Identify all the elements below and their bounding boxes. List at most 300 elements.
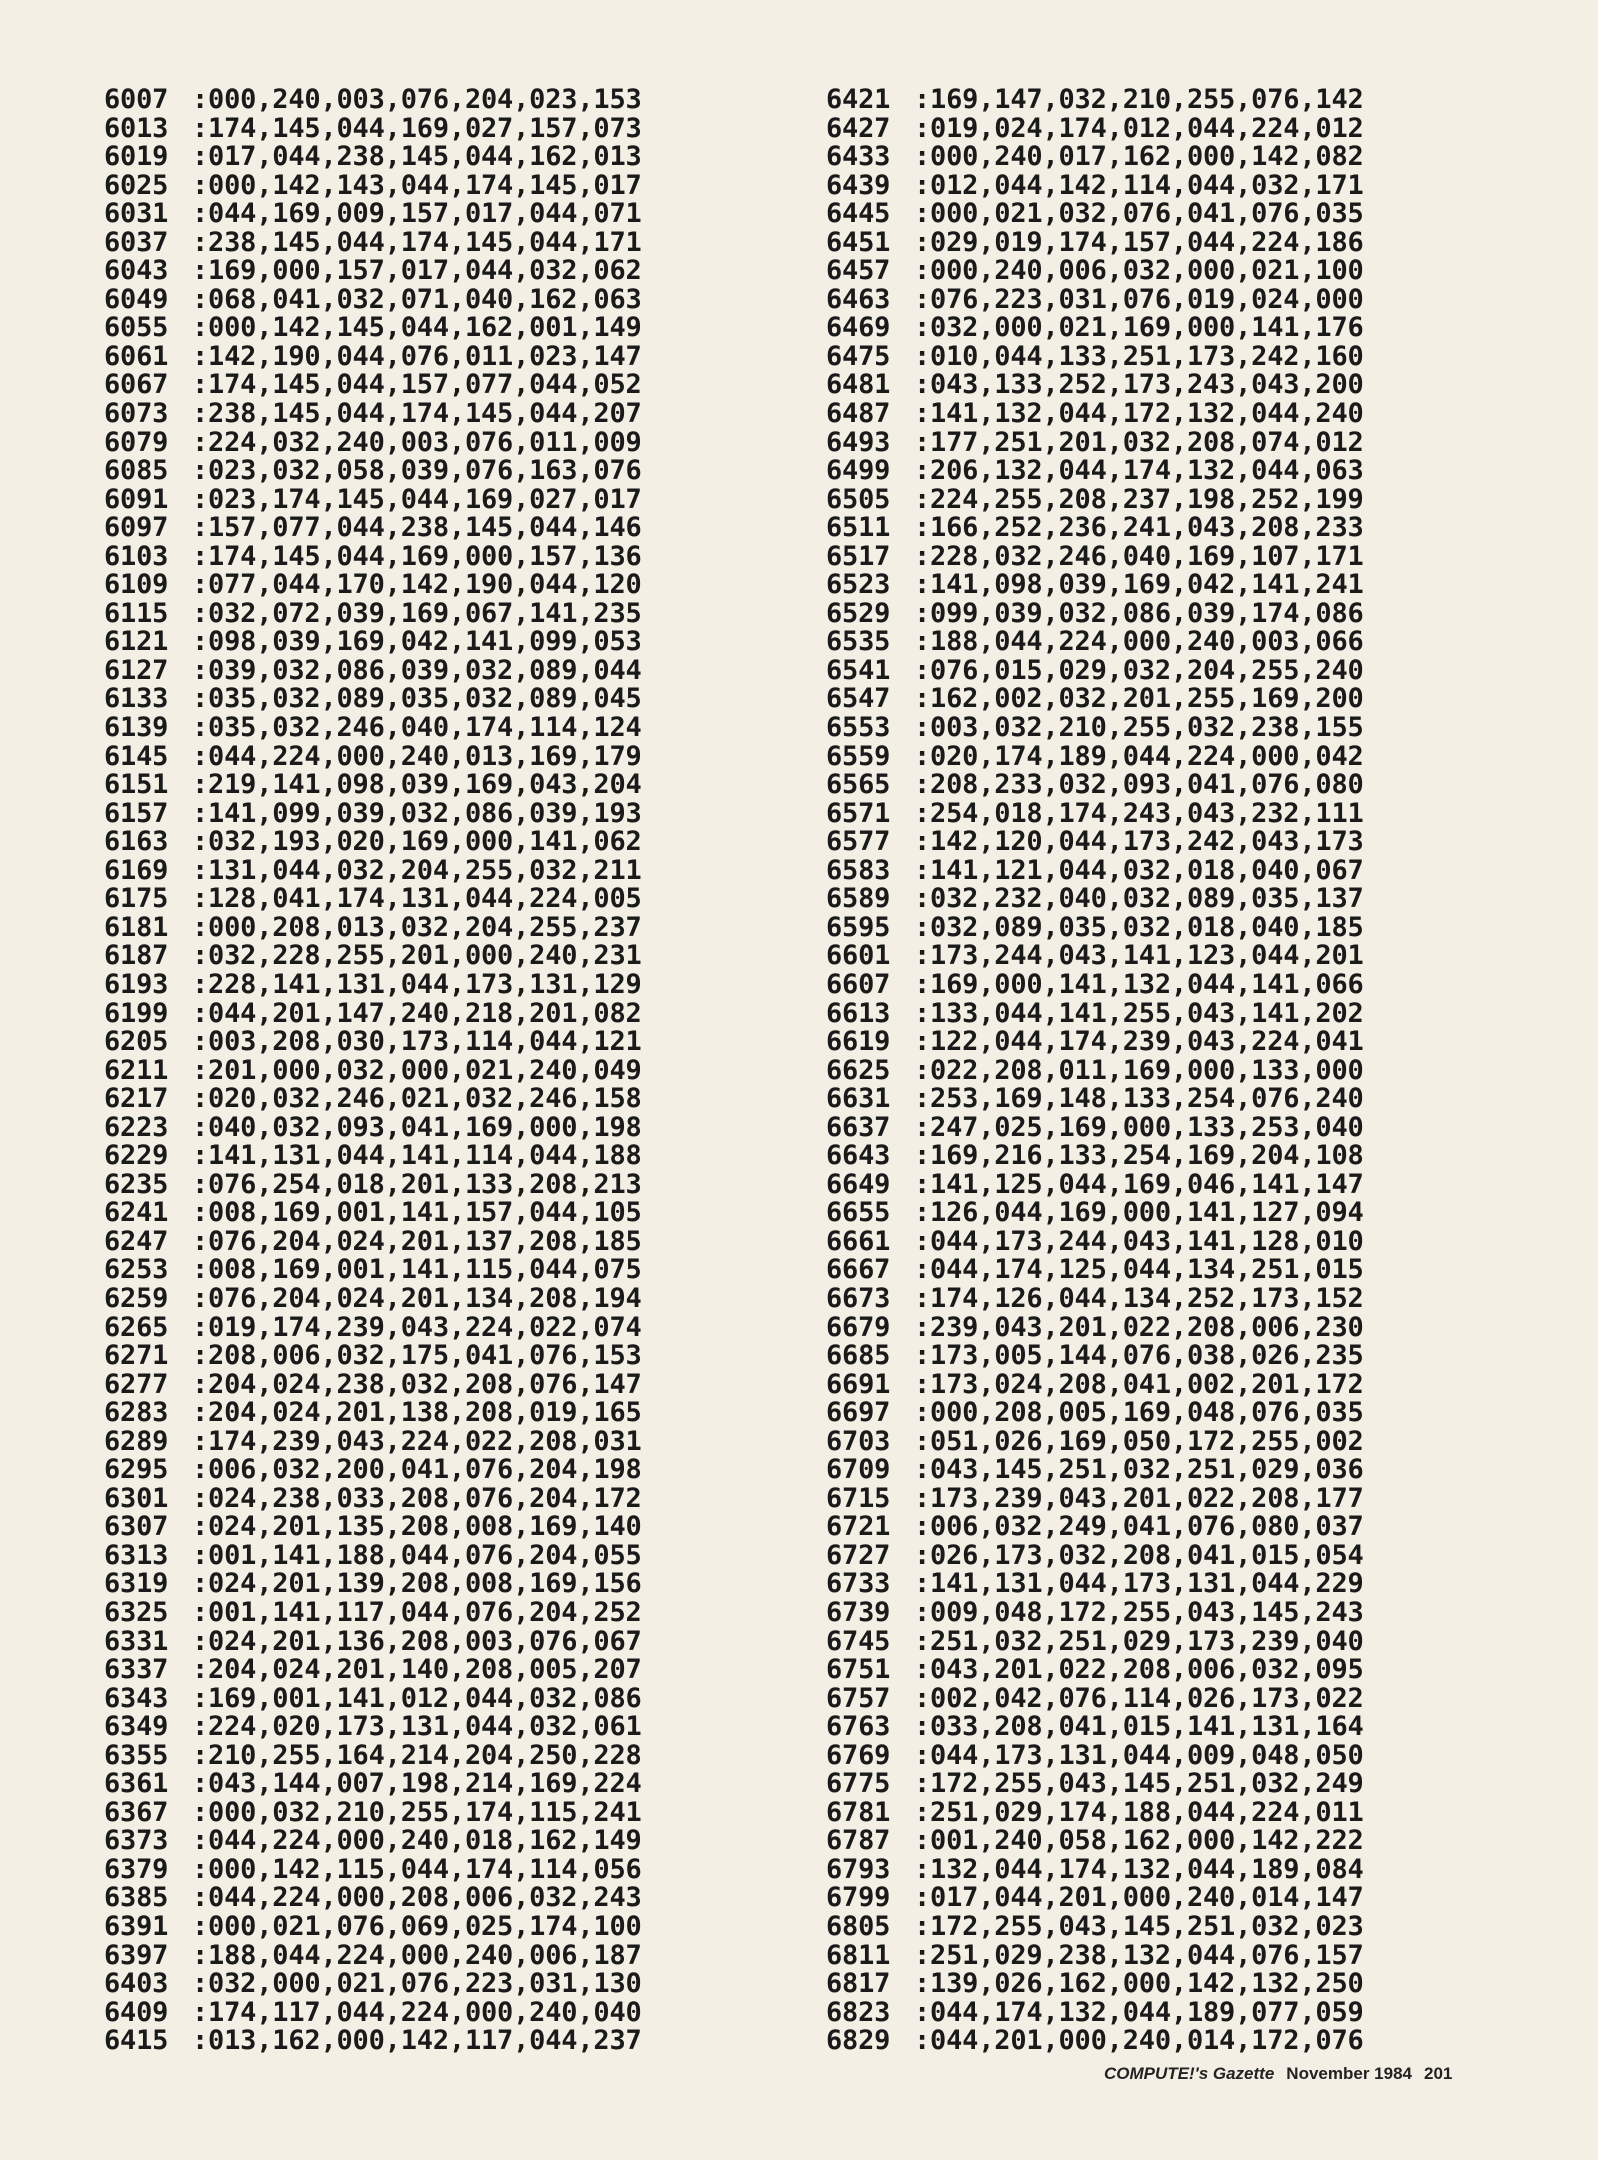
listing-row	[104, 1342, 642, 1371]
data-values: :043,133,252,173,243,043,200	[914, 369, 1364, 401]
data-values: :044,173,244,043,141,128,010	[914, 1225, 1364, 1257]
data-values: :169,000,141,132,044,141,066	[914, 968, 1364, 1000]
listing-row	[826, 1168, 1364, 1200]
listing-row	[104, 143, 642, 172]
data-values: :188,044,224,000,240,003,066	[914, 626, 1364, 658]
line-number: 6757	[826, 1682, 891, 1714]
listing-row	[826, 400, 1364, 429]
data-values: :141,125,044,169,046,141,147	[914, 1168, 1364, 1200]
line-number: 6733	[826, 1568, 891, 1600]
listing-row	[826, 314, 1364, 343]
line-number: 6619	[826, 1026, 891, 1058]
listing-row	[104, 400, 642, 429]
data-values: :024,201,136,208,003,076,067	[192, 1625, 642, 1657]
line-number: 6145	[104, 740, 169, 772]
line-number: 6361	[104, 1768, 169, 1800]
listing-row	[104, 1682, 642, 1714]
listing-row	[826, 1311, 1364, 1343]
line-number: 6673	[826, 1282, 891, 1314]
line-number: 6235	[104, 1168, 169, 1200]
listing-row	[826, 1085, 1364, 1114]
line-number: 6397	[104, 1939, 169, 1971]
listing-row	[826, 1199, 1364, 1228]
listing-row	[826, 169, 1364, 201]
data-values: :044,169,009,157,017,044,071	[192, 198, 642, 230]
listing-row	[826, 340, 1364, 372]
line-number: 6763	[826, 1711, 891, 1743]
listing-row	[826, 1028, 1364, 1057]
line-number: 6703	[826, 1425, 891, 1457]
line-number: 6037	[104, 226, 169, 258]
line-number: 6793	[826, 1853, 891, 1885]
line-number: 6211	[104, 1054, 169, 1086]
line-number: 6523	[826, 569, 891, 601]
data-values: :022,208,011,169,000,133,000	[914, 1054, 1364, 1086]
line-number: 6373	[104, 1825, 169, 1857]
data-values: :247,025,169,000,133,253,040	[914, 1111, 1364, 1143]
data-values: :174,145,044,169,027,157,073	[192, 112, 642, 144]
listing-row	[826, 828, 1364, 857]
data-values: :239,043,201,022,208,006,230	[914, 1311, 1364, 1343]
listing-row	[104, 1796, 642, 1828]
listing-row	[104, 685, 642, 714]
line-number: 6403	[104, 1968, 169, 2000]
data-values: :024,238,033,208,076,204,172	[192, 1482, 642, 1514]
listing-row	[104, 514, 642, 543]
line-number: 6121	[104, 626, 169, 658]
data-values: :008,169,001,141,157,044,105	[192, 1197, 642, 1229]
data-values: :122,044,174,239,043,224,041	[914, 1026, 1364, 1058]
listing-row	[826, 1142, 1364, 1171]
line-number: 6769	[826, 1739, 891, 1771]
data-values: :141,131,044,173,131,044,229	[914, 1568, 1364, 1600]
data-values: :076,204,024,201,134,208,194	[192, 1282, 642, 1314]
line-number: 6319	[104, 1568, 169, 1600]
listing-row	[826, 257, 1364, 286]
data-values: :000,240,003,076,204,023,153	[192, 84, 642, 115]
listing-row	[104, 854, 642, 886]
line-number: 6805	[826, 1911, 891, 1942]
line-number: 6421	[826, 84, 891, 115]
line-number: 6409	[104, 1996, 169, 2028]
listing-row	[826, 685, 1364, 714]
listing-row	[104, 426, 642, 458]
line-number: 6289	[104, 1425, 169, 1457]
listing-row	[826, 1739, 1364, 1771]
line-number: 6697	[826, 1397, 891, 1429]
line-number: 6325	[104, 1596, 169, 1628]
line-number: 6073	[104, 398, 169, 430]
data-values: :032,232,040,032,089,035,137	[914, 883, 1364, 915]
data-values: :020,032,246,021,032,246,158	[192, 1083, 642, 1115]
line-number: 6193	[104, 968, 169, 1000]
data-values: :208,233,032,093,041,076,080	[914, 769, 1364, 801]
line-number: 6349	[104, 1711, 169, 1743]
line-number: 6589	[826, 883, 891, 915]
listing-row	[104, 1996, 642, 2028]
listing-row	[826, 2027, 1364, 2056]
line-number: 6691	[826, 1368, 891, 1400]
line-number: 6271	[104, 1340, 169, 1372]
line-number: 6229	[104, 1140, 169, 1172]
listing-row	[104, 1225, 642, 1257]
listing-row	[104, 597, 642, 629]
listing-row	[826, 1682, 1364, 1714]
data-values: :201,000,032,000,021,240,049	[192, 1054, 642, 1086]
line-number: 6061	[104, 340, 169, 372]
line-number: 6139	[104, 712, 169, 744]
line-number: 6157	[104, 797, 169, 829]
data-values: :208,006,032,175,041,076,153	[192, 1340, 642, 1372]
data-values: :204,024,238,032,208,076,147	[192, 1368, 642, 1400]
data-values: :035,032,246,040,174,114,124	[192, 712, 642, 744]
listing-row	[104, 911, 642, 943]
data-values: :017,044,238,145,044,162,013	[192, 141, 642, 173]
data-values: :043,145,251,032,251,029,036	[914, 1454, 1364, 1486]
data-values: :228,141,131,044,173,131,129	[192, 968, 642, 1000]
data-values: :000,032,210,255,174,115,241	[192, 1796, 642, 1828]
line-number: 6709	[826, 1454, 891, 1486]
listing-row	[826, 1482, 1364, 1514]
listing-row	[104, 1713, 642, 1742]
listing-row	[104, 1913, 642, 1942]
data-values: :076,254,018,201,133,208,213	[192, 1168, 642, 1200]
listing-row	[826, 1913, 1364, 1942]
line-number: 6535	[826, 626, 891, 658]
line-number: 6517	[826, 540, 891, 572]
listing-row	[104, 257, 642, 286]
line-number: 6463	[826, 283, 891, 315]
line-number: 6337	[104, 1654, 169, 1686]
listing-row	[104, 1539, 642, 1571]
data-values: :204,024,201,140,208,005,207	[192, 1654, 642, 1686]
line-number: 6475	[826, 340, 891, 372]
data-values: :204,024,201,138,208,019,165	[192, 1397, 642, 1429]
line-number: 6481	[826, 369, 891, 401]
data-values: :139,026,162,000,142,132,250	[914, 1968, 1364, 2000]
data-values: :254,018,174,243,043,232,111	[914, 797, 1364, 829]
line-number: 6823	[826, 1996, 891, 2028]
listing-row	[826, 86, 1364, 115]
line-number: 6715	[826, 1482, 891, 1514]
line-number: 6829	[826, 2025, 891, 2057]
data-values: :000,240,017,162,000,142,082	[914, 141, 1364, 173]
line-number: 6259	[104, 1282, 169, 1314]
listing-row	[104, 571, 642, 600]
data-values: :219,141,098,039,169,043,204	[192, 769, 642, 801]
line-number: 6253	[104, 1254, 169, 1286]
listing-row	[826, 371, 1364, 400]
listing-row	[104, 1425, 642, 1457]
data-values: :206,132,044,174,132,044,063	[914, 455, 1364, 487]
listing-row	[104, 112, 642, 144]
listing-row	[826, 1054, 1364, 1086]
line-number: 6205	[104, 1026, 169, 1058]
line-number: 6307	[104, 1511, 169, 1543]
line-number: 6079	[104, 426, 169, 458]
data-values: :174,145,044,169,000,157,136	[192, 540, 642, 572]
line-number: 6067	[104, 369, 169, 401]
line-number: 6451	[826, 226, 891, 258]
listing-row	[104, 1482, 642, 1514]
line-number: 6295	[104, 1454, 169, 1486]
data-values: :044,201,000,240,014,172,076	[914, 2025, 1364, 2057]
data-values: :023,032,058,039,076,163,076	[192, 455, 642, 487]
line-number: 6169	[104, 854, 169, 886]
data-values: :141,131,044,141,114,044,188	[192, 1140, 642, 1172]
data-values: :238,145,044,174,145,044,171	[192, 226, 642, 258]
data-values: :032,193,020,169,000,141,062	[192, 826, 642, 858]
data-values: :188,044,224,000,240,006,187	[192, 1939, 642, 1971]
line-number: 6439	[826, 169, 891, 201]
listing-row	[104, 1596, 642, 1628]
listing-row	[104, 1256, 642, 1285]
data-values: :157,077,044,238,145,044,146	[192, 512, 642, 544]
line-number: 6625	[826, 1054, 891, 1086]
listing-row	[104, 1399, 642, 1428]
line-number: 6049	[104, 283, 169, 315]
line-number: 6469	[826, 312, 891, 344]
data-values: :174,117,044,224,000,240,040	[192, 1996, 642, 2028]
line-number: 6379	[104, 1853, 169, 1885]
line-number: 6109	[104, 569, 169, 601]
line-number: 6343	[104, 1682, 169, 1714]
listing-row	[104, 1168, 642, 1200]
listing-row	[826, 1596, 1364, 1628]
listing-row	[826, 968, 1364, 1000]
listing-row	[104, 1028, 642, 1057]
listing-row	[826, 1111, 1364, 1143]
data-values: :068,041,032,071,040,162,063	[192, 283, 642, 315]
line-number: 6643	[826, 1140, 891, 1172]
data-values: :001,240,058,162,000,142,222	[914, 1825, 1364, 1857]
page-footer	[1104, 2064, 1464, 2084]
listing-row	[104, 942, 642, 971]
line-number: 6787	[826, 1825, 891, 1857]
line-number: 6445	[826, 198, 891, 230]
listing-row	[826, 457, 1364, 486]
line-number: 6577	[826, 826, 891, 858]
data-values: :172,255,043,145,251,032,249	[914, 1768, 1364, 1800]
line-number: 6613	[826, 997, 891, 1029]
line-number: 6133	[104, 683, 169, 715]
data-values: :099,039,032,086,039,174,086	[914, 597, 1364, 629]
listing-row	[826, 628, 1364, 657]
line-number: 6163	[104, 826, 169, 858]
data-values: :002,042,076,114,026,173,022	[914, 1682, 1364, 1714]
data-values: :035,032,089,035,032,089,045	[192, 683, 642, 715]
line-number: 6685	[826, 1340, 891, 1372]
line-number: 6541	[826, 654, 891, 686]
data-values: :126,044,169,000,141,127,094	[914, 1197, 1364, 1229]
data-values: :172,255,043,145,251,032,023	[914, 1911, 1364, 1942]
data-values: :032,228,255,201,000,240,231	[192, 940, 642, 972]
listing-row	[104, 885, 642, 914]
listing-row	[826, 1342, 1364, 1371]
listing-row	[826, 942, 1364, 971]
line-number: 6565	[826, 769, 891, 801]
data-values: :142,120,044,173,242,043,173	[914, 826, 1364, 858]
line-number: 6529	[826, 597, 891, 629]
data-values: :132,044,174,132,044,189,084	[914, 1853, 1364, 1885]
line-number: 6313	[104, 1539, 169, 1571]
listing-row	[826, 426, 1364, 458]
listing-row	[104, 1456, 642, 1485]
listing-row	[826, 143, 1364, 172]
listing-row	[104, 2027, 642, 2056]
line-number: 6217	[104, 1083, 169, 1115]
data-values: :076,204,024,201,137,208,185	[192, 1225, 642, 1257]
data-values: :051,026,169,050,172,255,002	[914, 1425, 1364, 1457]
data-values: :020,174,189,044,224,000,042	[914, 740, 1364, 772]
data-values: :000,208,013,032,204,255,237	[192, 911, 642, 943]
data-values: :141,098,039,169,042,141,241	[914, 569, 1364, 601]
listing-row	[104, 86, 642, 115]
data-values: :228,032,246,040,169,107,171	[914, 540, 1364, 572]
listing-row	[826, 1570, 1364, 1599]
data-values: :044,174,125,044,134,251,015	[914, 1254, 1364, 1286]
listing-row	[826, 1884, 1364, 1913]
listing-row	[826, 1713, 1364, 1742]
listing-row	[104, 828, 642, 857]
line-number: 6265	[104, 1311, 169, 1343]
data-values: :044,224,000,240,018,162,149	[192, 1825, 642, 1857]
listing-row	[104, 997, 642, 1029]
listing-row	[104, 1970, 642, 1999]
data-values: :000,021,076,069,025,174,100	[192, 1911, 642, 1942]
data-values: :251,029,238,132,044,076,157	[914, 1939, 1364, 1971]
line-number: 6553	[826, 712, 891, 744]
line-number: 6547	[826, 683, 891, 715]
line-number: 6571	[826, 797, 891, 829]
line-number: 6115	[104, 597, 169, 629]
listing-row	[104, 1311, 642, 1343]
data-values: :128,041,174,131,044,224,005	[192, 883, 642, 915]
data-values: :033,208,041,015,141,131,164	[914, 1711, 1364, 1743]
listing-row	[826, 1282, 1364, 1314]
listing-row	[826, 1796, 1364, 1828]
data-values: :010,044,133,251,173,242,160	[914, 340, 1364, 372]
data-values: :000,142,143,044,174,145,017	[192, 169, 642, 201]
listing-row	[104, 1199, 642, 1228]
listing-row	[826, 597, 1364, 629]
listing-row	[826, 1256, 1364, 1285]
line-number: 6433	[826, 141, 891, 173]
data-values: :238,145,044,174,145,044,207	[192, 398, 642, 430]
line-number: 6187	[104, 940, 169, 972]
listing-row	[826, 571, 1364, 600]
data-values: :001,141,117,044,076,204,252	[192, 1596, 642, 1628]
data-values: :043,201,022,208,006,032,095	[914, 1654, 1364, 1686]
page-number: 201	[1423, 2064, 1453, 2083]
data-values: :177,251,201,032,208,074,012	[914, 426, 1364, 458]
data-values: :006,032,249,041,076,080,037	[914, 1511, 1364, 1543]
data-values: :029,019,174,157,044,224,186	[914, 226, 1364, 258]
data-values: :174,126,044,134,252,173,152	[914, 1282, 1364, 1314]
listing-row	[826, 997, 1364, 1029]
line-number: 6631	[826, 1083, 891, 1115]
data-values: :039,032,086,039,032,089,044	[192, 654, 642, 686]
line-number: 6667	[826, 1254, 891, 1286]
line-number: 6721	[826, 1511, 891, 1543]
data-values: :174,239,043,224,022,208,031	[192, 1425, 642, 1457]
listing-row	[104, 740, 642, 772]
data-values: :210,255,164,214,204,250,228	[192, 1739, 642, 1771]
data-values: :169,216,133,254,169,204,108	[914, 1140, 1364, 1172]
data-values: :098,039,169,042,141,099,053	[192, 626, 642, 658]
data-values: :141,099,039,032,086,039,193	[192, 797, 642, 829]
data-values: :043,144,007,198,214,169,224	[192, 1768, 642, 1800]
data-values: :169,000,157,017,044,032,062	[192, 255, 642, 287]
data-values: :169,001,141,012,044,032,086	[192, 1682, 642, 1714]
data-values: :174,145,044,157,077,044,052	[192, 369, 642, 401]
line-number: 6745	[826, 1625, 891, 1657]
line-number: 6637	[826, 1111, 891, 1143]
data-values: :000,021,032,076,041,076,035	[914, 198, 1364, 230]
line-number: 6283	[104, 1397, 169, 1429]
listing-row	[104, 1570, 642, 1599]
line-number: 6781	[826, 1796, 891, 1828]
listing-row	[826, 1539, 1364, 1571]
listing-row	[826, 1399, 1364, 1428]
listing-row	[104, 1884, 642, 1913]
line-number: 6031	[104, 198, 169, 230]
listing-row	[826, 1368, 1364, 1400]
listing-row	[826, 1425, 1364, 1457]
line-number: 6091	[104, 483, 169, 515]
listing-row	[826, 654, 1364, 686]
line-number: 6331	[104, 1625, 169, 1657]
line-number: 6661	[826, 1225, 891, 1257]
line-number: 6775	[826, 1768, 891, 1800]
line-number: 6355	[104, 1739, 169, 1771]
line-number: 6511	[826, 512, 891, 544]
line-number: 6583	[826, 854, 891, 886]
data-values: :000,142,115,044,174,114,056	[192, 1853, 642, 1885]
line-number: 6367	[104, 1796, 169, 1828]
listing-row	[104, 1625, 642, 1657]
listing-row	[104, 483, 642, 515]
data-values: :224,032,240,003,076,011,009	[192, 426, 642, 458]
data-values: :173,005,144,076,038,026,235	[914, 1340, 1364, 1372]
listing-row	[826, 540, 1364, 572]
line-number: 6601	[826, 940, 891, 972]
line-number: 6679	[826, 1311, 891, 1343]
data-values: :044,201,147,240,218,201,082	[192, 997, 642, 1029]
listing-row	[104, 540, 642, 572]
listing-row	[826, 1513, 1364, 1542]
data-values: :032,000,021,169,000,141,176	[914, 312, 1364, 344]
listing-column-left	[104, 86, 642, 2056]
data-values: :019,024,174,012,044,224,012	[914, 112, 1364, 144]
listing-row	[826, 1456, 1364, 1485]
listing-row	[826, 483, 1364, 515]
data-values: :019,174,239,043,224,022,074	[192, 1311, 642, 1343]
line-number: 6247	[104, 1225, 169, 1257]
listing-row	[826, 911, 1364, 943]
listing-row	[104, 1054, 642, 1086]
data-values: :003,208,030,173,114,044,121	[192, 1026, 642, 1058]
line-number: 6457	[826, 255, 891, 287]
listing-row	[104, 1513, 642, 1542]
data-values: :003,032,210,255,032,238,155	[914, 712, 1364, 744]
data-values: :044,174,132,044,189,077,059	[914, 1996, 1364, 2028]
data-values: :076,015,029,032,204,255,240	[914, 654, 1364, 686]
listing-row	[104, 314, 642, 343]
line-number: 6085	[104, 455, 169, 487]
listing-row	[104, 1939, 642, 1971]
data-values: :131,044,032,204,255,032,211	[192, 854, 642, 886]
